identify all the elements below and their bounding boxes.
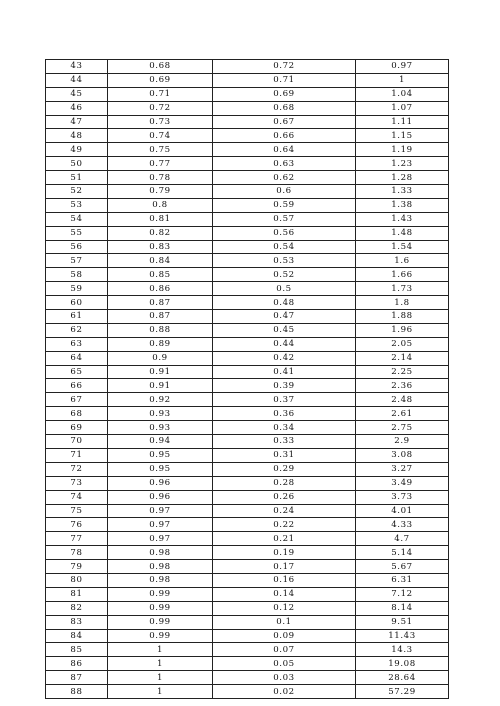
table-row [46, 685, 449, 699]
cell-index: 47 [46, 115, 108, 129]
table-row [46, 365, 449, 379]
cell-col3: 0.16 [213, 573, 356, 587]
cell-index: 57 [46, 254, 108, 268]
table-row [46, 87, 449, 101]
table-row [46, 504, 449, 518]
cell-col2: 0.88 [108, 323, 213, 337]
cell-col3: 0.67 [213, 115, 356, 129]
cell-col4: 3.08 [356, 448, 449, 462]
cell-index: 43 [46, 60, 108, 74]
cell-index: 75 [46, 504, 108, 518]
cell-index: 68 [46, 407, 108, 421]
table-row [46, 393, 449, 407]
cell-col4: 19.08 [356, 657, 449, 671]
cell-col2: 0.89 [108, 337, 213, 351]
cell-col2: 0.81 [108, 212, 213, 226]
cell-col3: 0.07 [213, 643, 356, 657]
table-row [46, 282, 449, 296]
cell-index: 61 [46, 310, 108, 324]
cell-index: 77 [46, 532, 108, 546]
table-row [46, 587, 449, 601]
cell-col3: 0.34 [213, 421, 356, 435]
table-row [46, 629, 449, 643]
table-row [46, 407, 449, 421]
cell-col4: 1.07 [356, 101, 449, 115]
cell-index: 60 [46, 296, 108, 310]
cell-col3: 0.56 [213, 226, 356, 240]
cell-col2: 0.92 [108, 393, 213, 407]
cell-col3: 0.26 [213, 490, 356, 504]
cell-col2: 0.78 [108, 171, 213, 185]
cell-index: 52 [46, 185, 108, 199]
table-row [46, 268, 449, 282]
cell-index: 51 [46, 171, 108, 185]
cell-index: 86 [46, 657, 108, 671]
cell-col4: 2.05 [356, 337, 449, 351]
cell-col3: 0.39 [213, 379, 356, 393]
cell-index: 46 [46, 101, 108, 115]
cell-col3: 0.71 [213, 73, 356, 87]
cell-col3: 0.22 [213, 518, 356, 532]
cell-index: 76 [46, 518, 108, 532]
cell-col2: 0.86 [108, 282, 213, 296]
cell-index: 81 [46, 587, 108, 601]
cell-col3: 0.05 [213, 657, 356, 671]
cell-col2: 1 [108, 685, 213, 699]
cell-col4: 9.51 [356, 615, 449, 629]
table-row [46, 518, 449, 532]
cell-col4: 1 [356, 73, 449, 87]
cell-col4: 57.29 [356, 685, 449, 699]
cell-col2: 0.93 [108, 421, 213, 435]
cell-col2: 0.91 [108, 365, 213, 379]
cell-col3: 0.72 [213, 60, 356, 74]
cell-col4: 8.14 [356, 601, 449, 615]
cell-index: 71 [46, 448, 108, 462]
cell-col3: 0.54 [213, 240, 356, 254]
cell-index: 55 [46, 226, 108, 240]
cell-col3: 0.42 [213, 351, 356, 365]
cell-col4: 2.61 [356, 407, 449, 421]
cell-col2: 1 [108, 643, 213, 657]
table-row [46, 490, 449, 504]
table-row [46, 601, 449, 615]
cell-col2: 0.96 [108, 476, 213, 490]
cell-col3: 0.52 [213, 268, 356, 282]
cell-index: 78 [46, 546, 108, 560]
cell-col3: 0.19 [213, 546, 356, 560]
cell-col3: 0.69 [213, 87, 356, 101]
cell-col2: 0.97 [108, 532, 213, 546]
cell-index: 79 [46, 560, 108, 574]
cell-col4: 2.25 [356, 365, 449, 379]
table-row [46, 115, 449, 129]
cell-index: 70 [46, 435, 108, 449]
cell-col4: 11.43 [356, 629, 449, 643]
cell-index: 63 [46, 337, 108, 351]
cell-index: 87 [46, 671, 108, 685]
cell-col2: 0.9 [108, 351, 213, 365]
table-row [46, 448, 449, 462]
cell-col2: 0.75 [108, 143, 213, 157]
table-row [46, 212, 449, 226]
cell-col4: 5.67 [356, 560, 449, 574]
table-row [46, 546, 449, 560]
cell-col2: 0.99 [108, 629, 213, 643]
table-row [46, 296, 449, 310]
cell-col3: 0.09 [213, 629, 356, 643]
cell-index: 72 [46, 462, 108, 476]
cell-col4: 1.96 [356, 323, 449, 337]
cell-col3: 0.5 [213, 282, 356, 296]
cell-col2: 0.99 [108, 601, 213, 615]
cell-index: 49 [46, 143, 108, 157]
cell-col3: 0.64 [213, 143, 356, 157]
cell-index: 69 [46, 421, 108, 435]
cell-col4: 1.73 [356, 282, 449, 296]
cell-col2: 0.72 [108, 101, 213, 115]
cell-index: 88 [46, 685, 108, 699]
cell-col2: 0.95 [108, 462, 213, 476]
cell-col4: 1.15 [356, 129, 449, 143]
data-table [45, 59, 449, 699]
cell-col4: 1.11 [356, 115, 449, 129]
cell-index: 84 [46, 629, 108, 643]
cell-col2: 0.82 [108, 226, 213, 240]
cell-col3: 0.53 [213, 254, 356, 268]
cell-col3: 0.68 [213, 101, 356, 115]
table-row [46, 337, 449, 351]
table-row [46, 643, 449, 657]
cell-index: 85 [46, 643, 108, 657]
cell-col3: 0.66 [213, 129, 356, 143]
cell-col4: 1.38 [356, 198, 449, 212]
cell-col3: 0.12 [213, 601, 356, 615]
cell-col2: 0.98 [108, 546, 213, 560]
table-row [46, 671, 449, 685]
table-row [46, 198, 449, 212]
cell-col4: 3.27 [356, 462, 449, 476]
table-row [46, 435, 449, 449]
table-row [46, 60, 449, 74]
cell-col2: 1 [108, 671, 213, 685]
cell-col3: 0.29 [213, 462, 356, 476]
cell-col2: 0.97 [108, 518, 213, 532]
table-body [46, 60, 449, 699]
table-row [46, 476, 449, 490]
cell-col4: 1.54 [356, 240, 449, 254]
cell-col3: 0.47 [213, 310, 356, 324]
table-row [46, 615, 449, 629]
cell-col4: 3.49 [356, 476, 449, 490]
cell-col2: 1 [108, 657, 213, 671]
cell-col2: 0.99 [108, 587, 213, 601]
cell-col4: 2.9 [356, 435, 449, 449]
cell-col4: 1.33 [356, 185, 449, 199]
table-row [46, 532, 449, 546]
cell-col2: 0.84 [108, 254, 213, 268]
cell-index: 80 [46, 573, 108, 587]
cell-col4: 1.88 [356, 310, 449, 324]
cell-col3: 0.62 [213, 171, 356, 185]
cell-col3: 0.02 [213, 685, 356, 699]
table-row [46, 73, 449, 87]
cell-index: 54 [46, 212, 108, 226]
cell-col3: 0.6 [213, 185, 356, 199]
table-row [46, 657, 449, 671]
table-row [46, 323, 449, 337]
table-row [46, 129, 449, 143]
table-row [46, 101, 449, 115]
cell-index: 58 [46, 268, 108, 282]
cell-col2: 0.97 [108, 504, 213, 518]
cell-col2: 0.79 [108, 185, 213, 199]
cell-index: 65 [46, 365, 108, 379]
cell-index: 62 [46, 323, 108, 337]
cell-col3: 0.57 [213, 212, 356, 226]
table-row [46, 226, 449, 240]
cell-col2: 0.87 [108, 310, 213, 324]
table-row [46, 185, 449, 199]
cell-col3: 0.48 [213, 296, 356, 310]
cell-col4: 14.3 [356, 643, 449, 657]
cell-col4: 7.12 [356, 587, 449, 601]
cell-col3: 0.28 [213, 476, 356, 490]
cell-col4: 1.6 [356, 254, 449, 268]
table-row [46, 143, 449, 157]
table-row [46, 254, 449, 268]
cell-col2: 0.69 [108, 73, 213, 87]
cell-col2: 0.95 [108, 448, 213, 462]
cell-col4: 1.23 [356, 157, 449, 171]
cell-index: 53 [46, 198, 108, 212]
cell-col4: 1.8 [356, 296, 449, 310]
cell-col2: 0.99 [108, 615, 213, 629]
table-row [46, 157, 449, 171]
cell-index: 82 [46, 601, 108, 615]
cell-col2: 0.94 [108, 435, 213, 449]
cell-col2: 0.68 [108, 60, 213, 74]
cell-col3: 0.03 [213, 671, 356, 685]
cell-index: 44 [46, 73, 108, 87]
cell-col3: 0.63 [213, 157, 356, 171]
cell-index: 59 [46, 282, 108, 296]
cell-index: 66 [46, 379, 108, 393]
cell-col4: 2.14 [356, 351, 449, 365]
table-row [46, 240, 449, 254]
cell-col4: 4.7 [356, 532, 449, 546]
cell-index: 64 [46, 351, 108, 365]
cell-col4: 1.19 [356, 143, 449, 157]
table-row [46, 171, 449, 185]
table-row [46, 351, 449, 365]
cell-col3: 0.17 [213, 560, 356, 574]
cell-col4: 2.75 [356, 421, 449, 435]
cell-col2: 0.87 [108, 296, 213, 310]
cell-col3: 0.33 [213, 435, 356, 449]
cell-col4: 1.48 [356, 226, 449, 240]
cell-col3: 0.1 [213, 615, 356, 629]
table-row [46, 379, 449, 393]
cell-col4: 1.04 [356, 87, 449, 101]
cell-col3: 0.44 [213, 337, 356, 351]
cell-col3: 0.31 [213, 448, 356, 462]
cell-col3: 0.21 [213, 532, 356, 546]
cell-col2: 0.98 [108, 560, 213, 574]
cell-col4: 5.14 [356, 546, 449, 560]
cell-col3: 0.24 [213, 504, 356, 518]
cell-col2: 0.96 [108, 490, 213, 504]
cell-col2: 0.74 [108, 129, 213, 143]
cell-col2: 0.8 [108, 198, 213, 212]
cell-index: 56 [46, 240, 108, 254]
cell-col3: 0.14 [213, 587, 356, 601]
cell-col4: 1.66 [356, 268, 449, 282]
cell-col2: 0.93 [108, 407, 213, 421]
cell-index: 45 [46, 87, 108, 101]
cell-col2: 0.71 [108, 87, 213, 101]
cell-col4: 6.31 [356, 573, 449, 587]
cell-index: 67 [46, 393, 108, 407]
table-row [46, 421, 449, 435]
cell-col4: 3.73 [356, 490, 449, 504]
cell-col3: 0.41 [213, 365, 356, 379]
cell-col2: 0.98 [108, 573, 213, 587]
cell-col4: 1.28 [356, 171, 449, 185]
table-row [46, 310, 449, 324]
cell-col3: 0.37 [213, 393, 356, 407]
cell-col2: 0.77 [108, 157, 213, 171]
table-row [46, 560, 449, 574]
cell-col4: 2.48 [356, 393, 449, 407]
cell-col3: 0.45 [213, 323, 356, 337]
cell-index: 48 [46, 129, 108, 143]
cell-index: 74 [46, 490, 108, 504]
cell-col2: 0.85 [108, 268, 213, 282]
cell-col4: 0.97 [356, 60, 449, 74]
cell-col4: 28.64 [356, 671, 449, 685]
cell-col2: 0.83 [108, 240, 213, 254]
table-row [46, 462, 449, 476]
cell-col4: 2.36 [356, 379, 449, 393]
cell-index: 83 [46, 615, 108, 629]
cell-col2: 0.91 [108, 379, 213, 393]
table-row [46, 573, 449, 587]
cell-col3: 0.36 [213, 407, 356, 421]
cell-col2: 0.73 [108, 115, 213, 129]
cell-index: 73 [46, 476, 108, 490]
cell-col4: 1.43 [356, 212, 449, 226]
cell-col3: 0.59 [213, 198, 356, 212]
cell-col4: 4.01 [356, 504, 449, 518]
cell-index: 50 [46, 157, 108, 171]
cell-col4: 4.33 [356, 518, 449, 532]
